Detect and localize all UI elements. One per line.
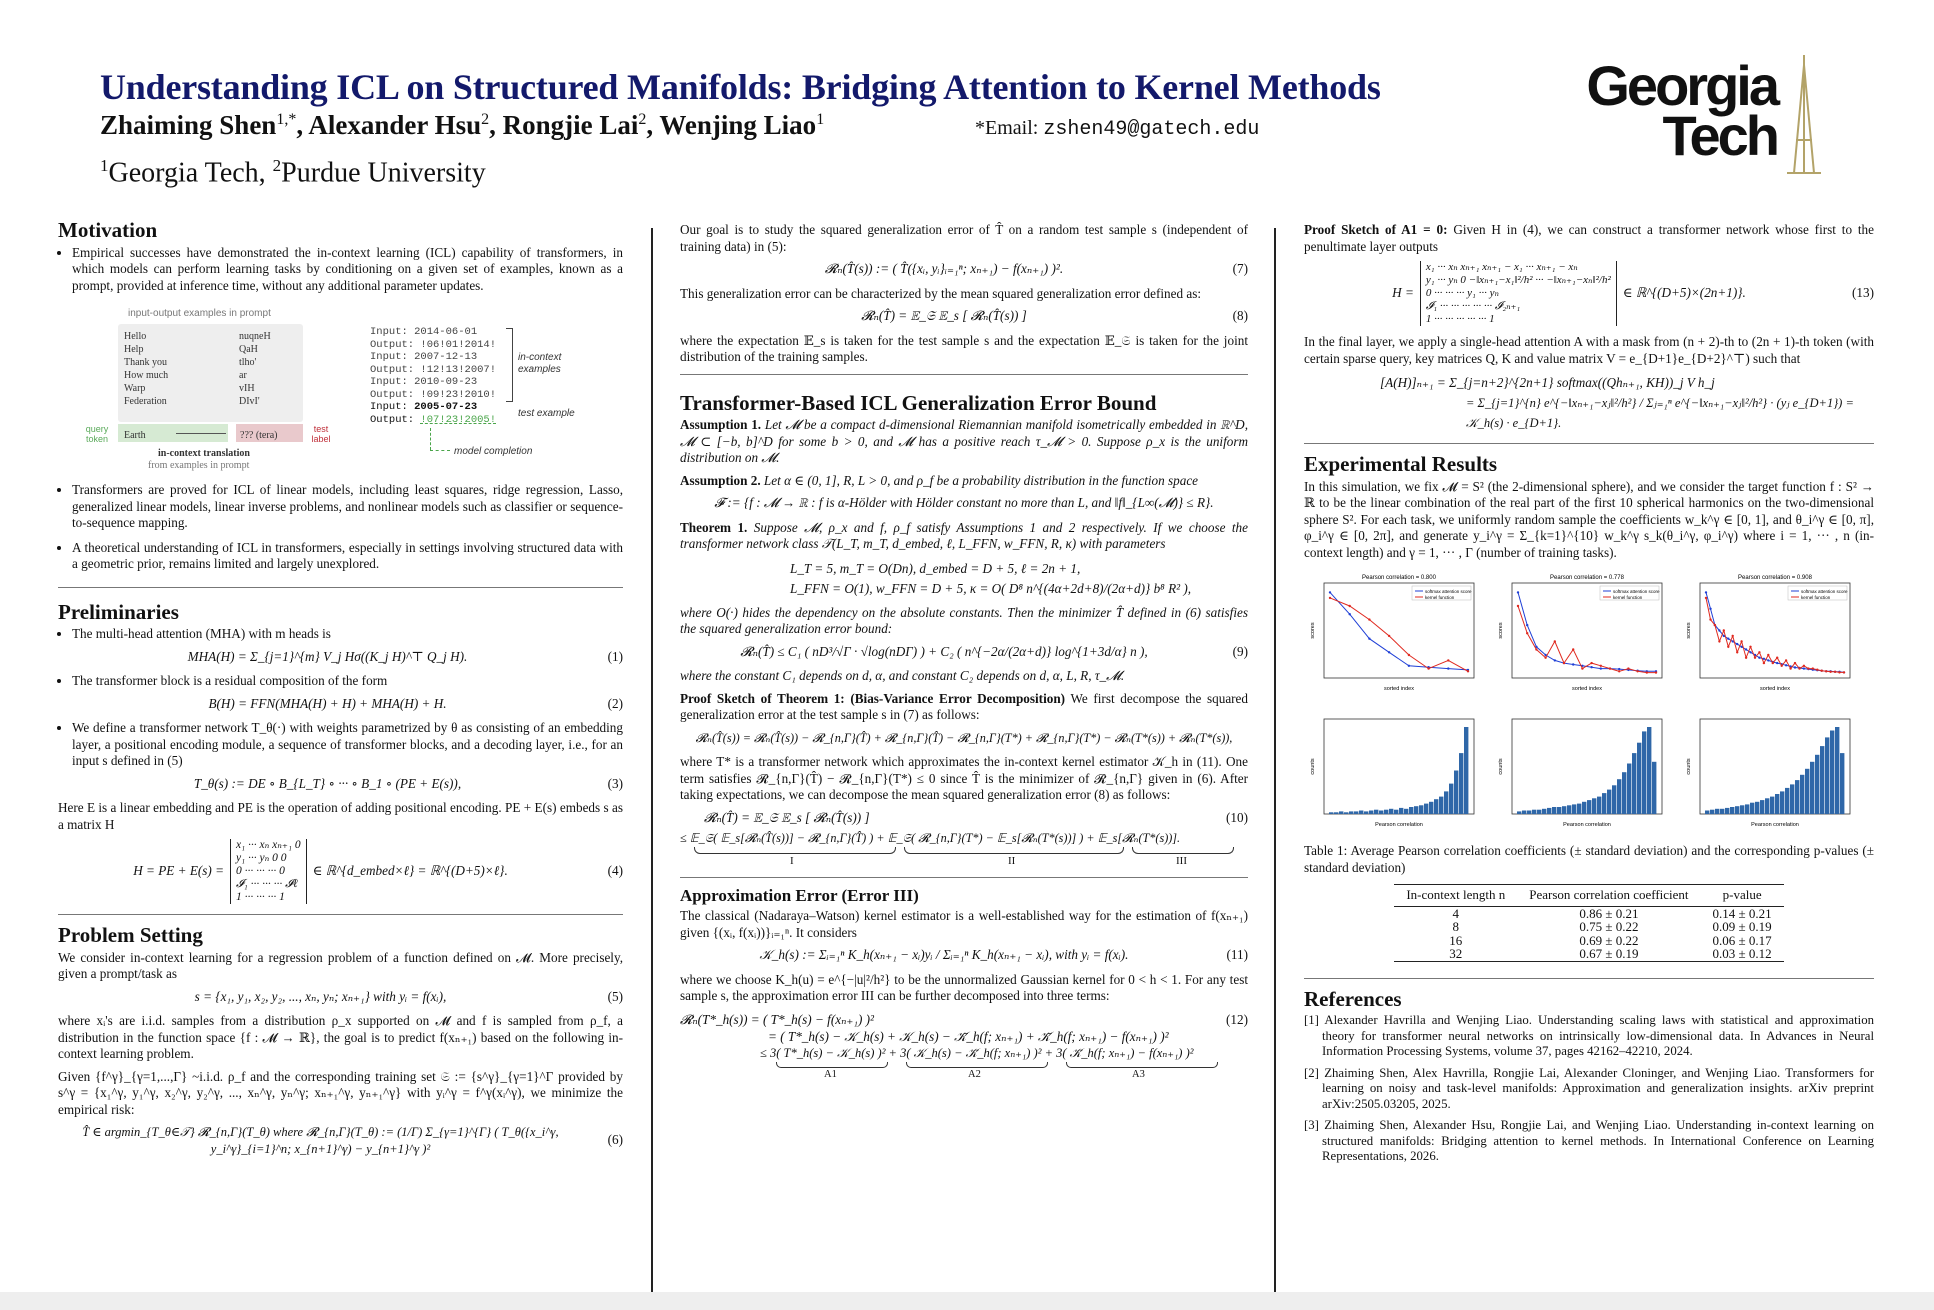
- hist-bar: [1419, 805, 1423, 814]
- reference-item: [3] Zhaiming Shen, Alexander Hsu, Rongjie Lai, and Wenjing Liao. Understanding in-context learning on structured manifolds: Bridging attention to kernel methods. In International Conference on Learning Representations, 2026.: [1304, 1118, 1874, 1163]
- data-point: [1740, 640, 1742, 642]
- hist-bar: [1399, 808, 1403, 814]
- hist-bar: [1459, 753, 1463, 814]
- hist-bar: [1765, 798, 1769, 814]
- bullet: • Transformers are proved for ICL of linear models, including least squares, ridge regression, Lasso, generalized linear models, linear inverse problems, and nonlinear models such as classifier or sequence-to-sequence mapping.: [72, 482, 623, 532]
- data-point: [1581, 667, 1583, 669]
- hist-bar: [1414, 806, 1418, 814]
- hist-bar: [1379, 811, 1383, 815]
- bottom-bar: [0, 1292, 1934, 1310]
- data-point: [1732, 635, 1734, 637]
- data-point: [1526, 624, 1528, 626]
- paragraph: The classical (Nadaraya–Watson) kernel estimator is a well-established way for the estimation of f(xₙ₊₁) given {(xᵢ, f(xᵢ))}ᵢ₌₁ⁿ. It considers: [680, 908, 1248, 940]
- bullet: • We define a transformer network T_θ(·) with weights parametrized by θ as consisting of an embedding layer, a positional encoding module, a sequence of transformer blocks, and a decoding layer, i.e., for an input s defined in (5) T_θ(s) := DE ∘ B_{L_T} ∘ ··· ∘ B_1 ∘ (PE + E(s)), (3): [72, 720, 623, 792]
- hist-bar: [1810, 762, 1814, 814]
- hist-bar: [1745, 804, 1749, 814]
- legend-label: kernel function: [1613, 595, 1643, 600]
- hist-bar: [1740, 805, 1744, 814]
- hist-bar: [1429, 802, 1433, 814]
- data-point: [1776, 657, 1778, 659]
- section-divider: [58, 914, 623, 915]
- assumption-2: Assumption 2. Let α ∈ (0, 1], R, L > 0, and ρ_f be a probability distribution in the function space: [680, 472, 1199, 488]
- section-heading-motivation: Motivation: [58, 218, 158, 242]
- bullet: • The transformer block is a residual composition of the form B(H) = FFN(MHA(H) + H) + MHA(H) + H. (2): [72, 673, 623, 712]
- reference-item: [1] Alexander Havrilla and Wenjing Liao. Understanding scaling laws with statistical and approximation theory for transformer neural networks on intrinsically low-dimensional data. In Advances in Neural Information Processing Systems, volume 37, pages 42162–42210, 2024.: [1304, 1013, 1874, 1058]
- data-point: [1554, 659, 1556, 661]
- paragraph: where the expectation 𝔼_s is taken for the test sample s and the expectation 𝔼_𝔖 is taken for the joint distribution of the training samples.: [680, 332, 1248, 364]
- section-heading-approximation: Approximation Error (Error III): [680, 885, 919, 905]
- hist-bar: [1805, 769, 1809, 814]
- data-point: [1772, 662, 1774, 664]
- hist-bar: [1567, 805, 1571, 814]
- hist-bar: [1527, 811, 1531, 815]
- data-point: [1646, 671, 1648, 673]
- equation-2: B(H) = FFN(MHA(H) + H) + MHA(H) + H. (2): [208, 695, 623, 711]
- hist-bar: [1354, 811, 1358, 814]
- data-point: [1467, 670, 1469, 672]
- paragraph: In this simulation, we fix 𝓜 = S² (the 2-dimensional sphere), and we consider the target function f : S² → ℝ to be the linear combination of the real part of the first 10 spherical harmonics on the two-dimensional sphere S². For each task, we uniformly random sample the coefficients w_k^γ ∈ [0, 1], and θ_i^γ ∈ [0, π], φ_i^γ ∈ [0, 2π], and generate y_i^γ = Σ_{k=1}^{10} w_k^γ s_k(θ_i^γ, φ_i^γ) where i = 1, ··· , n (in-context length) and γ = 1, ··· , Γ (number of training tasks).: [1304, 478, 1874, 560]
- data-point: [1843, 671, 1845, 673]
- assumption-1: Assumption 1. Let 𝓜 be a compact d-dimensional Riemannian manifold isometrically embedded in ℝ^D, 𝓜 ⊂ [−b, b]^D for some b > 0, and 𝓜 has a positive reach τ_𝓜 > 0. Suppose ρ_x is the uniform distribution on 𝓜.: [680, 417, 1248, 465]
- hist-bar: [1830, 731, 1834, 815]
- hist-bar: [1394, 810, 1398, 814]
- author-name: Rongjie Lai: [502, 110, 639, 140]
- data-point: [1655, 671, 1657, 673]
- paragraph: where T* is a transformer network which approximates the in-context kernel estimator 𝒦_h in (11). One term satisfies 𝓡_{n,Γ}(T̂) − 𝓡_{n,Γ}(T*) ≤ 0 since T̂ is the minimizer of 𝓡_{n,Γ} given in (6). After taking expectations, we can decompose the mean squared generalization error (8) as follows:: [680, 754, 1248, 802]
- hist-bar: [1750, 803, 1754, 814]
- bullet: • Empirical successes have demonstrated the in-context learning (ICL) capability of transformers, in which models can perform learning tasks by conditioning on a given set of examples, known as a prompt, provided at inference time, without any additional parameter updates.: [72, 245, 623, 295]
- section-divider: [680, 374, 1248, 375]
- x-axis-label: Pearson correlation: [1751, 822, 1799, 828]
- plots-svg: [1304, 569, 1874, 839]
- paragraph: Our goal is to study the squared generalization error of T̂ on a random test sample s (independent of training data) in (5):: [680, 222, 1248, 254]
- hist-bar: [1577, 804, 1581, 814]
- data-point: [1718, 640, 1720, 642]
- hist-bar: [1617, 779, 1621, 814]
- section-heading-experimental: Experimental Results: [1304, 452, 1498, 476]
- hist-bar: [1795, 780, 1799, 814]
- proof-sketch-a1: Proof Sketch of A1 = 0: Given H in (4), we can construct a transformer network whose first to the penultimate layer outputs: [1304, 222, 1874, 254]
- bullet: • A theoretical understanding of ICL in transformers, especially in settings involving structured data with a geometric prior, remains limited and largely unexplored.: [72, 540, 623, 573]
- legend-label: kernel function: [1801, 595, 1831, 600]
- data-point: [1758, 657, 1760, 659]
- hist-bar: [1607, 790, 1611, 814]
- equation-11: 𝒦_h(s) := Σᵢ₌₁ⁿ K_h(xₙ₊₁ − xᵢ)yᵢ / Σᵢ₌₁ⁿ K_h(xₙ₊₁ − xᵢ), with yᵢ = f(xᵢ). (11): [759, 947, 1248, 962]
- data-point: [1798, 667, 1800, 669]
- data-point: [1763, 662, 1765, 664]
- paragraph: where O(·) hides the dependency on the absolute constants. Then the minimizer T̂ defined in (6) satisfies the squared generalization error bound:: [680, 604, 1248, 636]
- x-axis-label: Pearson correlation: [1563, 822, 1611, 828]
- poster-title: Understanding ICL on Structured Manifolds: Bridging Attention to Kernel Methods: [100, 67, 1381, 107]
- data-point: [1329, 597, 1331, 599]
- data-point: [1535, 648, 1537, 650]
- column-left: [58, 218, 623, 1165]
- data-point: [1705, 591, 1707, 593]
- hist-bar: [1409, 807, 1413, 814]
- hist-bar: [1632, 753, 1636, 814]
- hist-bar: [1552, 807, 1556, 814]
- hist-bar: [1840, 753, 1844, 814]
- hist-bar: [1369, 811, 1373, 815]
- section-divider: [1304, 978, 1874, 979]
- data-point: [1526, 632, 1528, 634]
- data-point: [1388, 651, 1390, 653]
- georgia-tech-logo: Georgia Tech: [1532, 55, 1832, 175]
- hist-bar: [1359, 811, 1363, 815]
- data-point: [1349, 613, 1351, 615]
- data-point: [1627, 667, 1629, 669]
- data-point: [1727, 646, 1729, 648]
- decomposition-equation: 𝓡ₙ(T̂(s)) = 𝓡ₙ(T̂(s)) − 𝓡_{n,Γ}(T̂) + 𝓡_{n,Γ}(T̂) − 𝓡_{n,Γ}(T*) + 𝓡_{n,Γ}(T*) − 𝓡ₙ(T*(s)) + 𝓡ₙ(T*(s)),: [695, 730, 1233, 745]
- data-point: [1544, 657, 1546, 659]
- legend-label: softmax attention score: [1801, 589, 1848, 594]
- hist-bar: [1770, 797, 1774, 814]
- hist-bar: [1652, 762, 1656, 814]
- hist-bar: [1760, 800, 1764, 814]
- data-point: [1816, 669, 1818, 671]
- data-point: [1427, 667, 1429, 669]
- hist-bar: [1424, 804, 1428, 814]
- hist-bar: [1715, 809, 1719, 814]
- equation-4: H = PE + E(s) = x₁ ··· xₙ xₙ₊₁ 0 y₁ ··· yₙ 0 0 0 ··· ··· ··· 0 𝓘₁ ··· ··· ··· 𝓘ℓ 1 ··· ··· ··· 1 ∈ ℝ^{d_embed×ℓ} = ℝ^{(D+5)×ℓ}. (4): [133, 839, 623, 903]
- data-point: [1736, 651, 1738, 653]
- data-point: [1749, 646, 1751, 648]
- proof-sketch: Proof Sketch of Theorem 1: (Bias-Variance Error Decomposition) We first decompose the squared generalization error at the test sample s in (7) as follows:: [680, 690, 1249, 722]
- data-point: [1554, 640, 1556, 642]
- data-point: [1572, 648, 1574, 650]
- hist-bar: [1449, 784, 1453, 814]
- equation-3: T_θ(s) := DE ∘ B_{L_T} ∘ ··· ∘ B_1 ∘ (PE + E(s)), (3): [193, 775, 623, 791]
- hist-bar: [1404, 809, 1408, 814]
- equation-13: H = x₁ ··· xₙ xₙ₊₁ xₙ₊₁ − x₁ ··· xₙ₊₁ − xₙ y₁ ··· yₙ 0 −‖xₙ₊₁−x₁‖²/h² ··· −‖xₙ₊₁−xₙ‖²/h² 0 ··· ··· ··· y₁ ··· yₙ 𝓘₁ ··· ··· ··· ··· ··· 𝓘₂ₙ₊₁ 1 ··· ··· ··· ··· ··· 1 ∈ ℝ^{(D+5)×(2n+1)}. (13): [1392, 261, 1874, 325]
- data-point: [1789, 667, 1791, 669]
- hist-bar: [1710, 810, 1714, 814]
- data-point: [1838, 671, 1840, 673]
- hist-bar: [1434, 799, 1438, 814]
- data-point: [1705, 597, 1707, 599]
- author-name: Wenjing Liao: [659, 110, 817, 140]
- data-point: [1517, 591, 1519, 593]
- hist-bar: [1364, 811, 1368, 814]
- hist-bar: [1790, 784, 1794, 814]
- data-point: [1636, 670, 1638, 672]
- data-point: [1718, 629, 1720, 631]
- legend-label: kernel function: [1425, 595, 1455, 600]
- data-point: [1794, 666, 1796, 668]
- hist-bar: [1562, 806, 1566, 814]
- experiment-figures: [1304, 569, 1874, 839]
- data-point: [1781, 665, 1783, 667]
- data-point: [1618, 668, 1620, 670]
- y-axis-label: scores: [1310, 622, 1316, 639]
- hist-bar: [1647, 727, 1651, 814]
- legend-label: softmax attention score: [1613, 589, 1660, 594]
- hist-bar: [1547, 808, 1551, 814]
- data-point: [1618, 670, 1620, 672]
- hist-bar: [1785, 788, 1789, 814]
- hist-bar: [1835, 727, 1839, 814]
- hist-bar: [1344, 812, 1348, 814]
- data-point: [1517, 605, 1519, 607]
- table-header: Pearson correlation coefficient: [1517, 885, 1700, 907]
- function-space-equation: 𝓕 := {f : 𝓜 → ℝ : f is α-Hölder with Hölder constant no more than L, and ‖f‖_{L∞(𝓜)} ≤ R}.: [714, 495, 1214, 510]
- table-row: 16 0.69 ± 0.22 0.06 ± 0.17: [1449, 932, 1772, 948]
- y-axis-label: counts: [1310, 758, 1316, 775]
- hist-bar: [1735, 806, 1739, 814]
- hist-bar: [1384, 810, 1388, 814]
- data-point: [1749, 651, 1751, 653]
- author-name: Alexander Hsu: [308, 110, 482, 140]
- table-row: 8 0.75 ± 0.22 0.09 ± 0.19: [1452, 919, 1772, 934]
- reference-item: [2] Zhaiming Shen, Alex Havrilla, Rongjie Lai, Alexander Cloninger, and Wenjing Liao. Transformers for learning on noisy and task-level manifolds: Approximation and generalization insights. arXiv preprint arXiv:2505.03205, 2025.: [1304, 1065, 1874, 1111]
- attention-equation: [A(H)]ₙ₊₁ = Σ_{j=n+2}^{2n+1} softmax((Qhₙ₊₁, KH))_j V h_j = Σ_{j=1}^{n} e^{−‖xₙ₊₁−xⱼ‖²/h²} / Σⱼ₌₁ⁿ e^{−‖xₙ₊₁−xⱼ‖²/h²} · (yⱼ e_{D+1}) = 𝒦_h(s) · e_{D+1}.: [1380, 375, 1854, 430]
- table-header: In-context length n: [1394, 885, 1517, 907]
- hist-bar: [1439, 797, 1443, 814]
- equation-1: MHA(H) = Σ_{j=1}^{m} V_j Hσ((K_j H)^⊤ Q_j H). (1): [187, 648, 623, 664]
- hist-bar: [1537, 810, 1541, 814]
- hist-bar: [1720, 809, 1724, 814]
- data-point: [1834, 671, 1836, 673]
- column-middle: [680, 222, 1249, 1080]
- hist-bar: [1602, 793, 1606, 814]
- data-point: [1829, 671, 1831, 673]
- hist-bar: [1612, 785, 1616, 814]
- data-point: [1408, 654, 1410, 656]
- equation-5: s = {x₁, y₁, x₂, y₂, ..., xₙ, yₙ; xₙ₊₁} with yᵢ = f(xᵢ), (5): [194, 988, 623, 1004]
- hist-bar: [1775, 794, 1779, 814]
- hist-bar: [1780, 791, 1784, 814]
- equation-6: T̂ ∈ argmin_{T_θ∈𝒯} 𝓡_{n,Γ}(T_θ) where 𝓡_{n,Γ}(T_θ) := (1/Γ) Σ_{γ=1}^{Γ} ( T_θ({x_i^γ, y_i^γ}_{i=1}^n; x_{n+1}^γ) − y_{n+1}^γ )² (6): [82, 1125, 623, 1156]
- data-point: [1349, 605, 1351, 607]
- equation-12: 𝓡ₙ(T*_h(s)) = ( T*_h(s) − f(xₙ₊₁) )² (12) = ( T*_h(s) − 𝒦_h(s) + 𝒦_h(s) − 𝒦̄_h(f; xₙ₊₁) + 𝒦̄_h(f; xₙ₊₁) − f(xₙ₊₁) )² ≤ 3( T*_h(s) − 𝒦_h(s) )² + 3( 𝒦_h(s) − 𝒦̄_h(f; xₙ₊₁) )² + 3( 𝒦̄_h(f; xₙ₊₁) − f(xₙ₊₁) )² A1 A2 A3: [680, 1011, 1248, 1080]
- hist-bar: [1339, 811, 1343, 814]
- data-point: [1803, 667, 1805, 669]
- hist-bar: [1572, 804, 1576, 814]
- bullet: • The multi-head attention (MHA) with m heads is MHA(H) = Σ_{j=1}^{m} V_j Hσ((K_j H)^⊤ Q_j H). (1): [72, 626, 623, 665]
- hist-bar: [1597, 797, 1601, 814]
- data-point: [1785, 664, 1787, 666]
- table-header: p-value: [1701, 885, 1784, 907]
- data-point: [1408, 665, 1410, 667]
- table-row: 4 0.86 ± 0.21 0.14 ± 0.21: [1452, 905, 1772, 921]
- data-point: [1758, 651, 1760, 653]
- table-row: 32 0.67 ± 0.19 0.03 ± 0.12: [1394, 947, 1783, 961]
- equation-9: 𝓡ₙ(T̂) ≤ C₁ ( nD³/√Γ · √log(nDΓ) ) + C₂ ( n^{−2α/(2α+d)} log^{1+3d/α} n ), (9): [740, 643, 1248, 659]
- hist-bar: [1725, 808, 1729, 814]
- plot-title: Pearson correlation = 0.778: [1550, 575, 1624, 581]
- section-heading-references: References: [1304, 986, 1402, 1011]
- data-point: [1803, 665, 1805, 667]
- y-axis-label: counts: [1686, 758, 1692, 775]
- section-heading-icl-bound: Transformer-Based ICL Generalization Error Bound: [680, 390, 1157, 415]
- data-point: [1368, 618, 1370, 620]
- data-point: [1600, 667, 1602, 669]
- paragraph: In the final layer, we apply a single-head attention A with a mask from (n + 2)-th to (2n + 1)-th token (with certain sparse query, key matrices Q, K and value matrix V = e_{D+1}e_{D+2}^⊤) such that: [1304, 334, 1874, 366]
- hist-bar: [1454, 771, 1458, 815]
- contact-email[interactable]: *Email: zshen49@gatech.edu: [975, 117, 1260, 141]
- hist-bar: [1815, 755, 1819, 814]
- x-axis-label: Pearson correlation: [1375, 822, 1423, 828]
- paragraph: where we choose K_h(u) = e^{−|u|²/h²} to be the unnormalized Gaussian kernel for 0 < h < 1. For any test sample s, the approximation error III can be further decomposed into three terms:: [680, 971, 1248, 1003]
- affiliations: $^1$Georgia Tech, $^2$Purdue University: [100, 156, 486, 189]
- legend-label: softmax attention score: [1425, 589, 1472, 594]
- data-point: [1767, 654, 1769, 656]
- icl-illustration-figure: input-output examples in prompt Hello nuqneH Help QaH Thank you tlho' How much ar Warp vIH Federation DIvI' Earth ??? (tera) query token test label in-context translation from examples in prompt Input: 2014-06-01 Output: !06!01!2014! Input: 2007-12-13 Output: !12!13!2007! Input: 2010-09-23 Output: !09!23!2010! Input: 2005-07-23 Output: !07!23!2005! in-context examples test example model completion: [85, 308, 575, 471]
- data-point: [1388, 635, 1390, 637]
- data-point: [1590, 662, 1592, 664]
- hist-bar: [1730, 807, 1734, 814]
- hist-bar: [1542, 809, 1546, 814]
- plot-title: Pearson correlation = 0.800: [1362, 575, 1436, 581]
- section-divider: [680, 877, 1248, 878]
- data-point: [1447, 659, 1449, 661]
- data-point: [1709, 608, 1711, 610]
- hist-bar: [1637, 743, 1641, 814]
- equation-8: 𝓡ₙ(T̂) = 𝔼_𝔖 𝔼_s [ 𝓡ₙ(T̂(s)) ] (8): [861, 308, 1248, 323]
- data-point: [1745, 657, 1747, 659]
- section-divider: [58, 587, 623, 588]
- data-point: [1563, 662, 1565, 664]
- x-axis-label: sorted index: [1572, 686, 1602, 692]
- equation-7: 𝓡ₙ(T̂(s)) := ( T̂({xᵢ, yᵢ}ᵢ₌₁ⁿ; xₙ₊₁) − f(xₙ₊₁) )². (7): [824, 261, 1248, 276]
- data-point: [1600, 665, 1602, 667]
- hist-bar: [1627, 764, 1631, 815]
- section-heading-preliminaries: Preliminaries: [58, 599, 179, 624]
- hist-bar: [1642, 731, 1646, 814]
- data-point: [1609, 667, 1611, 669]
- y-axis-label: counts: [1498, 758, 1504, 775]
- reference-list: [1304, 1013, 1874, 1165]
- theorem-1: Theorem 1. Suppose 𝓜, ρ_x and f, ρ_f satisfy Assumptions 1 and 2 respectively. If we choose the transformer network class 𝒯(L_T, m_T, d_embed, ℓ, L_FFN, w_FFN, R, κ) with parameters: [680, 519, 1248, 551]
- data-point: [1590, 666, 1592, 668]
- paragraph: We consider in-context learning for a regression problem of a function defined on 𝓜. More precisely, given a prompt/task as: [58, 949, 623, 981]
- paragraph: where xᵢ's are i.i.d. samples from a distribution ρ_x supported on 𝓜 and f is sampled from ρ_f, a distribution in the function space {f : 𝓜 → ℝ}, the goal is to predict f(xₙ₊₁) based on the following in-context learning problem.: [58, 1013, 623, 1061]
- hist-bar: [1587, 800, 1591, 814]
- hist-bar: [1329, 812, 1333, 814]
- hist-bar: [1464, 727, 1468, 814]
- data-point: [1745, 648, 1747, 650]
- plot-title: Pearson correlation = 0.908: [1738, 575, 1812, 581]
- hist-bar: [1825, 737, 1829, 814]
- hist-bar: [1592, 798, 1596, 814]
- x-axis-label: sorted index: [1384, 686, 1414, 692]
- data-point: [1794, 662, 1796, 664]
- hist-bar: [1522, 811, 1526, 815]
- paragraph: This generalization error can be characterized by the mean squared generalization error defined as:: [680, 285, 1202, 301]
- column-divider: [1274, 228, 1276, 1293]
- data-point: [1754, 657, 1756, 659]
- data-point: [1736, 643, 1738, 645]
- hist-bar: [1532, 810, 1536, 814]
- section-divider: [1304, 443, 1874, 444]
- x-axis-label: sorted index: [1760, 686, 1790, 692]
- hist-bar: [1755, 802, 1759, 814]
- data-point: [1368, 638, 1370, 640]
- hist-bar: [1582, 802, 1586, 814]
- section-heading-problem-setting: Problem Setting: [58, 923, 203, 947]
- hist-bar: [1389, 809, 1393, 814]
- table-caption: Table 1: Average Pearson correlation coefficients (± standard deviation) and the corresponding p-values (± standard deviation): [1304, 843, 1874, 875]
- hist-bar: [1800, 775, 1804, 814]
- data-point: [1767, 659, 1769, 661]
- data-point: [1727, 638, 1729, 640]
- data-point: [1714, 624, 1716, 626]
- hist-bar: [1334, 812, 1338, 814]
- data-point: [1821, 670, 1823, 672]
- data-point: [1572, 663, 1574, 665]
- hist-bar: [1374, 810, 1378, 814]
- data-point: [1807, 667, 1809, 669]
- hist-bar: [1349, 811, 1353, 814]
- y-axis-label: scores: [1686, 622, 1692, 639]
- y-axis-label: scores: [1498, 622, 1504, 639]
- data-point: [1723, 629, 1725, 631]
- column-right: [1304, 222, 1874, 1171]
- hist-bar: [1517, 811, 1521, 814]
- hist-bar: [1444, 791, 1448, 814]
- hist-bar: [1705, 811, 1709, 815]
- data-point: [1329, 591, 1331, 593]
- paragraph: Here E is a linear embedding and PE is the operation of adding positional encoding. PE + E(s) embeds s as a matrix H: [58, 800, 623, 832]
- data-point: [1812, 667, 1814, 669]
- data-point: [1785, 659, 1787, 661]
- hist-bar: [1820, 746, 1824, 814]
- hist-bar: [1622, 772, 1626, 814]
- paragraph: Given {f^γ}_{γ=1,...,Γ} ~i.i.d. ρ_f and the corresponding training set 𝔖 := {s^γ}_{γ=1}^Γ provided by s^γ = {x₁^γ, y₁^γ, x₂^γ, y₂^γ, ..., xₙ^γ, yₙ^γ; xₙ₊₁^γ, yₙ₊₁^γ} with yᵢ^γ = f^γ(xᵢ^γ), we minimize the empirical risk:: [58, 1068, 623, 1117]
- results-table: [1394, 884, 1783, 962]
- equation-10: 𝓡ₙ(T̂) = 𝔼_𝔖 𝔼_s [ 𝓡ₙ(T̂(s)) ] (10) ≤ 𝔼_𝔖( 𝔼_s[𝓡ₙ(T̂(s))] − 𝓡_{n,Γ}(T̂) ) + 𝔼_𝔖( 𝓡_{n,Γ}(T*) − 𝔼_s[𝓡ₙ(T*(s))] ) + 𝔼_s[𝓡ₙ(T*(s))]. I II III: [680, 809, 1248, 867]
- data-point: [1709, 618, 1711, 620]
- author-name: Zhaiming Shen: [100, 110, 277, 140]
- data-point: [1447, 667, 1449, 669]
- hist-bar: [1557, 807, 1561, 814]
- data-point: [1825, 670, 1827, 672]
- theorem-parameters: L_T = 5, m_T = O(Dn), d_embed = D + 5, ℓ = 2n + 1, L_FFN = O(1), w_FFN = D + 5, κ = O( D⁸ n^{(4α+2d+8)/(2α+d)} b⁸ R² ),: [790, 560, 1192, 596]
- column-divider: [651, 228, 653, 1293]
- data-point: [1763, 658, 1765, 660]
- author-list: Zhaiming Shen$^{1,*}$, Alexander Hsu$^2$, Rongjie Lai$^2$, Wenjing Liao$^1$: [100, 110, 825, 140]
- data-point: [1776, 662, 1778, 664]
- paragraph: where the constant C₁ depends on d, α, and constant C₂ depends on d, α, L, R, τ_𝓜.: [680, 668, 1125, 683]
